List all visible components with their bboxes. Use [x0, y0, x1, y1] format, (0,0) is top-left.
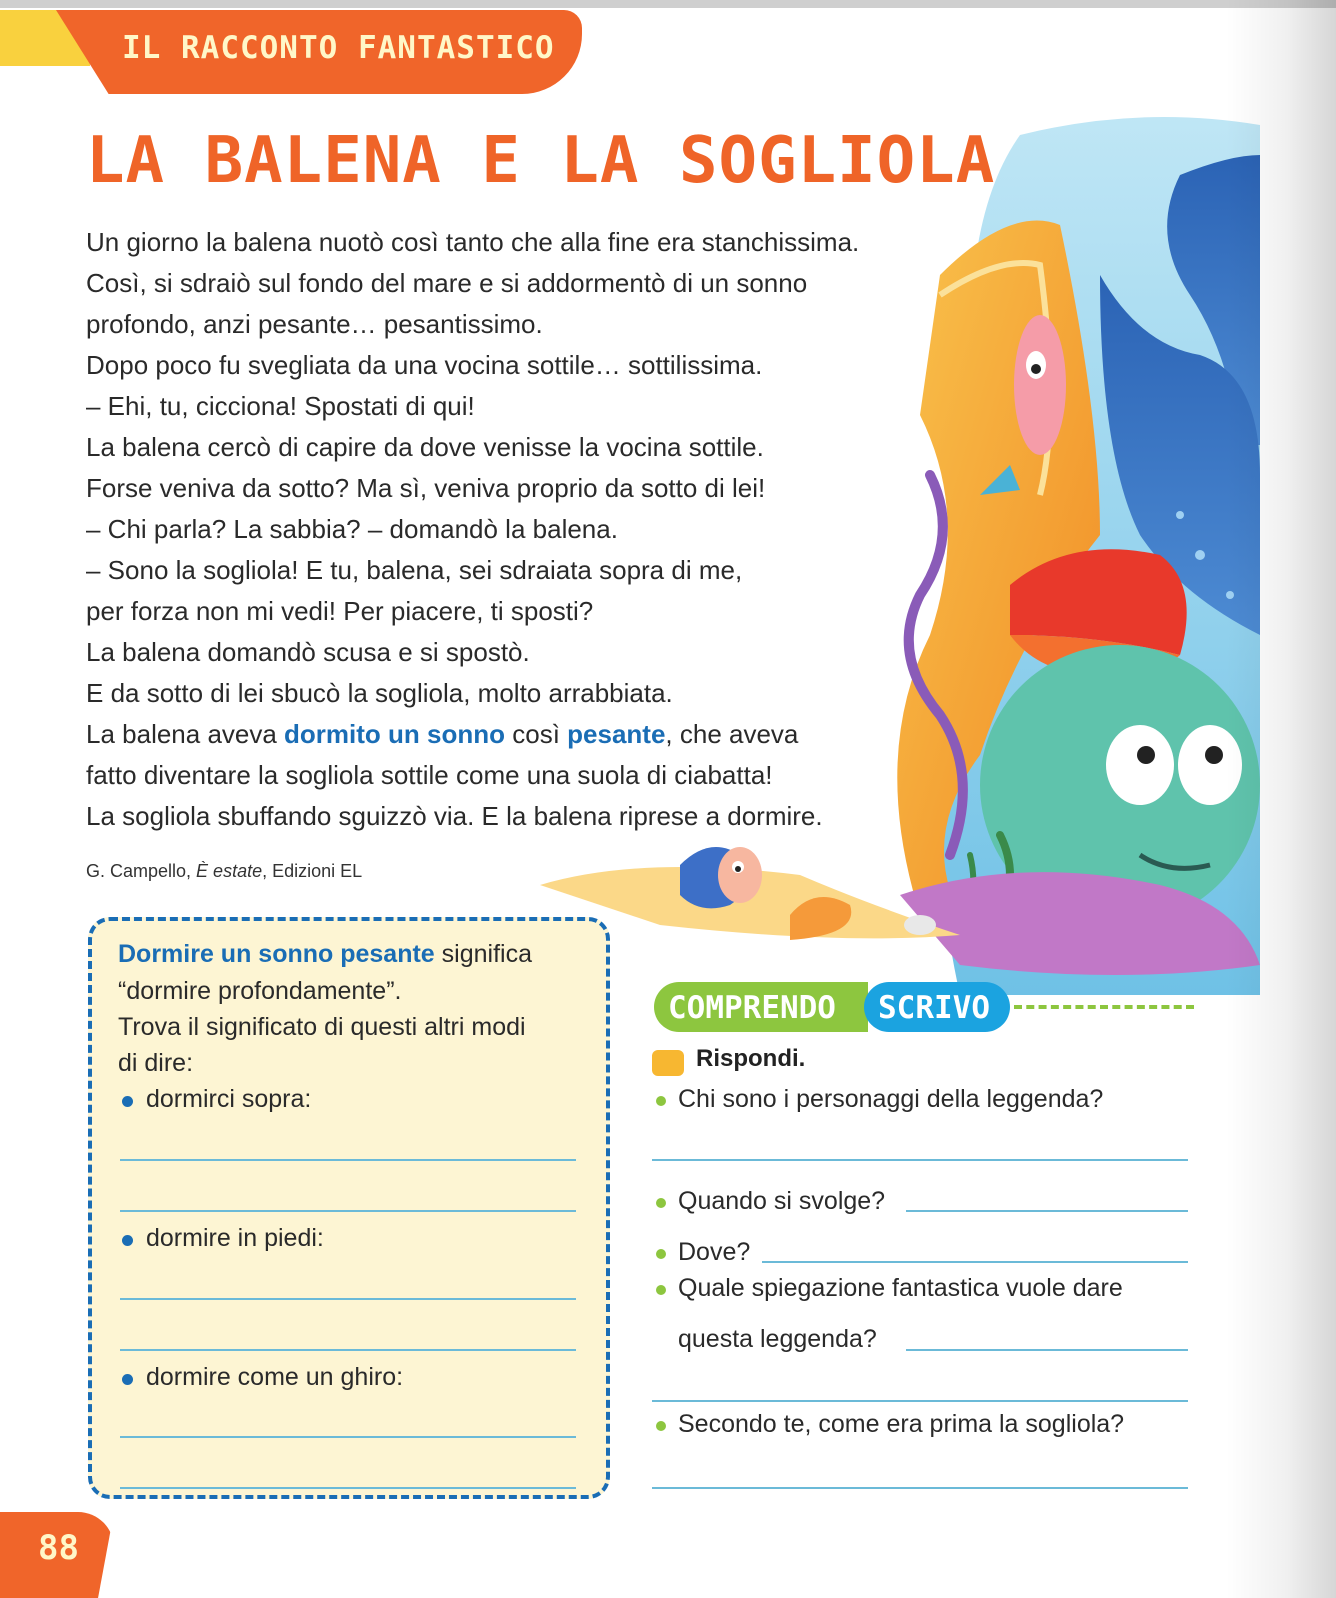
- credit-publisher: , Edizioni EL: [262, 861, 363, 881]
- credit-book: È estate: [196, 861, 263, 881]
- credit-author: G. Campello,: [86, 861, 197, 881]
- pencil-tag-icon: [652, 1050, 684, 1076]
- story-line: La balena domandò scusa e si spostò.: [86, 637, 530, 667]
- vocab-line: Trova il significato di questi altri modi: [118, 1013, 526, 1041]
- highlight-word: pesante: [567, 719, 666, 749]
- bullet-icon: [122, 1235, 133, 1246]
- question: Secondo te, come era prima la sogliola?: [678, 1410, 1125, 1438]
- story-line: La sogliola sbuffando sguizzò via. E la balena riprese a dormire.: [86, 801, 823, 831]
- story-text-span: così: [505, 719, 568, 749]
- answer-line[interactable]: [120, 1349, 576, 1351]
- bullet-icon: [122, 1374, 133, 1385]
- answer-line[interactable]: [120, 1298, 576, 1300]
- top-edge: [0, 0, 1336, 8]
- page-number: 88: [38, 1528, 79, 1568]
- story-line: – Chi parla? La sabbia? – domandò la balena.: [86, 514, 618, 544]
- question: Chi sono i personaggi della leggenda?: [678, 1085, 1104, 1113]
- vocab-item: dormire in piedi:: [146, 1224, 324, 1252]
- vocab-highlight: Dormire un sonno pesante: [118, 940, 435, 968]
- answer-line[interactable]: [906, 1349, 1188, 1351]
- question-continuation: questa leggenda?: [678, 1325, 877, 1353]
- story-line: fatto diventare la sogliola sottile come una suola di ciabatta!: [86, 760, 773, 790]
- story-text-span: , che aveva: [665, 719, 799, 749]
- answer-line[interactable]: [652, 1487, 1188, 1489]
- scrivo-label: SCRIVO: [878, 990, 990, 1026]
- section-divider: [1014, 1005, 1194, 1009]
- story-line: – Ehi, tu, cicciona! Spostati di qui!: [86, 391, 475, 421]
- question: Dove?: [678, 1238, 751, 1266]
- bullet-icon: [656, 1096, 666, 1106]
- answer-line[interactable]: [120, 1210, 576, 1212]
- answer-line[interactable]: [120, 1159, 576, 1161]
- source-credit: [86, 861, 362, 882]
- highlight-phrase: dormito un sonno: [284, 719, 506, 749]
- bullet-icon: [656, 1421, 666, 1431]
- story-line: – Sono la sogliola! E tu, balena, sei sdraiata sopra di me,: [86, 555, 743, 585]
- bullet-icon: [656, 1249, 666, 1259]
- bullet-icon: [656, 1198, 666, 1208]
- vocab-item: dormirci sopra:: [146, 1085, 312, 1113]
- story-line: profondo, anzi pesante… pesantissimo.: [86, 309, 543, 339]
- story-line: Così, si sdraiò sul fondo del mare e si addormentò di un sonno: [86, 268, 808, 298]
- comprendo-label: COMPRENDO: [668, 990, 836, 1026]
- question: Quando si svolge?: [678, 1187, 886, 1215]
- story-text: [86, 222, 1006, 837]
- answer-line[interactable]: [906, 1210, 1188, 1212]
- story-line: [86, 714, 1006, 755]
- story-line: E da sotto di lei sbucò la sogliola, molto arrabbiata.: [86, 678, 673, 708]
- story-line: La balena cercò di capire da dove venisse la vocina sottile.: [86, 432, 764, 462]
- story-line: Forse veniva da sotto? Ma sì, veniva proprio da sotto di lei!: [86, 473, 766, 503]
- vocab-line: “dormire profondamente”.: [118, 977, 402, 1005]
- story-line: Un giorno la balena nuotò così tanto che alla fine era stanchissima.: [86, 227, 860, 257]
- vocab-line: di dire:: [118, 1049, 194, 1077]
- exercise-instruction: Rispondi.: [696, 1045, 806, 1072]
- bullet-icon: [122, 1096, 133, 1107]
- story-line: Dopo poco fu svegliata da una vocina sottile… sottilissima.: [86, 350, 763, 380]
- section-title: IL RACCONTO FANTASTICO: [122, 30, 555, 66]
- answer-line[interactable]: [762, 1261, 1188, 1263]
- vocab-intro-rest: significa: [434, 940, 532, 968]
- page-title: LA BALENA E LA SOGLIOLA: [86, 124, 996, 198]
- answer-line[interactable]: [652, 1400, 1188, 1402]
- answer-line[interactable]: [120, 1487, 576, 1489]
- vocab-intro: [118, 940, 532, 969]
- bullet-icon: [656, 1285, 666, 1295]
- answer-line[interactable]: [120, 1436, 576, 1438]
- question: Quale spiegazione fantastica vuole dare: [678, 1274, 1123, 1302]
- story-line: per forza non mi vedi! Per piacere, ti sposti?: [86, 596, 594, 626]
- answer-line[interactable]: [652, 1159, 1188, 1161]
- vocab-item: dormire come un ghiro:: [146, 1363, 404, 1391]
- story-text-span: La balena aveva: [86, 719, 285, 749]
